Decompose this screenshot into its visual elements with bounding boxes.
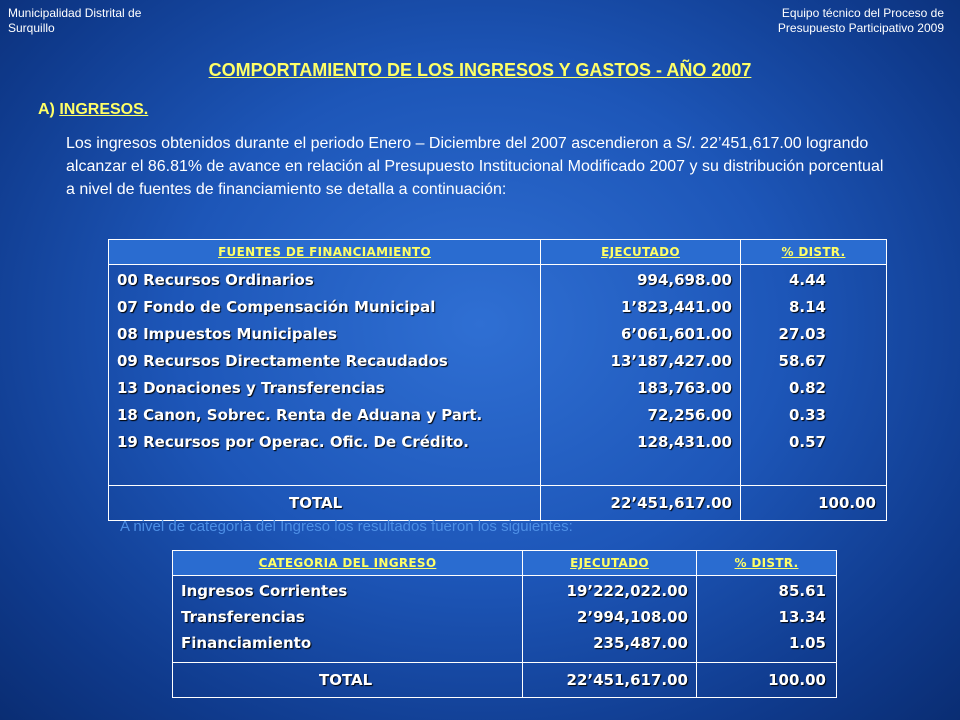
fuente-pct: 58.67 (778, 352, 826, 370)
categoria-name: Ingresos Corrientes (181, 582, 348, 600)
header-right-line1: Equipo técnico del Proceso de (781, 6, 944, 20)
fuente-ejecutado: 1’823,441.00 (620, 298, 732, 316)
fuente-pct: 0.33 (788, 406, 826, 424)
fuente-pct: 0.57 (788, 433, 826, 451)
fuente-name: 18 Canon, Sobrec. Renta de Aduana y Part. (117, 406, 483, 424)
fuente-name: 08 Impuestos Municipales (117, 325, 338, 343)
categoria-pct-cell (697, 576, 837, 663)
fuente-pct: 4.44 (788, 271, 826, 289)
fuentes-body-row (109, 265, 887, 486)
categoria-ejecutado-cell (523, 576, 697, 663)
fuentes-table (108, 239, 887, 521)
categoria-total-ejecutado: 22’451,617.00 (523, 663, 697, 698)
categoria-name: Transferencias (181, 608, 305, 626)
section-heading (38, 101, 148, 119)
categoria-ejecutado: 235,487.00 (593, 634, 688, 652)
categoria-pct: 85.61 (778, 582, 826, 600)
fuentes-pct-cell (741, 265, 887, 486)
page-title: COMPORTAMIENTO DE LOS INGRESOS Y GASTOS - AÑO 2007 (208, 60, 752, 80)
fuente-name: 19 Recursos por Operac. Ofic. De Crédito. (117, 433, 469, 451)
fuentes-header-row (109, 240, 887, 265)
categoria-body-row (173, 576, 837, 663)
fuentes-ejecutado-cell (541, 265, 741, 486)
categoria-ejecutado: 19’222,022.00 (566, 582, 688, 600)
intro-paragraph: Los ingresos obtenidos durante el periodo Enero – Diciembre del 2007 ascendieron a S/. 22’451,617.00 logrando alcanzar el 86.81% de avance en relación al Presupuesto Institucional Modificado 2007 y su distribución porcentual a nivel de fuentes de financiamiento se detalla a continuación: (66, 135, 884, 198)
categoria-total-row (173, 663, 837, 698)
categoria-header-ejecutado: EJECUTADO (523, 551, 697, 576)
fuentes-total-label: TOTAL (109, 486, 541, 521)
fuente-name: 07 Fondo de Compensación Municipal (117, 298, 436, 316)
fuentes-names-cell (109, 265, 541, 486)
section-label: INGRESOS. (59, 101, 149, 118)
fuentes-total-row (109, 486, 887, 521)
fuente-ejecutado: 6’061,601.00 (620, 325, 732, 343)
categoria-header-categoria: CATEGORIA DEL INGRESO (173, 551, 523, 576)
header-left-line1: Municipalidad Distrital de (8, 6, 142, 20)
category-note: A nivel de categoría del Ingreso los resultados fueron los siguientes: (120, 518, 573, 535)
fuente-pct: 0.82 (788, 379, 826, 397)
fuentes-header-pct: % DISTR. (741, 240, 887, 265)
categoria-names-cell (173, 576, 523, 663)
categoria-pct: 13.34 (778, 608, 826, 626)
fuente-name: 09 Recursos Directamente Recaudados (117, 352, 448, 370)
fuente-pct: 27.03 (778, 325, 826, 343)
categoria-total-pct: 100.00 (697, 663, 837, 698)
categoria-header-pct: % DISTR. (697, 551, 837, 576)
fuentes-header-fuente: FUENTES DE FINANCIAMIENTO (109, 240, 541, 265)
fuente-pct: 8.14 (788, 298, 826, 316)
categoria-name: Financiamiento (181, 634, 312, 652)
categoria-total-label: TOTAL (173, 663, 523, 698)
categoria-header-row (173, 551, 837, 576)
header-left-line2: Surquillo (8, 21, 55, 35)
section-prefix: A) (38, 101, 60, 118)
fuente-name: 13 Donaciones y Transferencias (117, 379, 385, 397)
categoria-pct: 1.05 (788, 634, 826, 652)
fuente-ejecutado: 72,256.00 (647, 406, 732, 424)
fuentes-total-pct: 100.00 (741, 486, 887, 521)
categoria-ejecutado: 2’994,108.00 (576, 608, 688, 626)
header-left (8, 6, 141, 36)
fuentes-total-ejecutado: 22’451,617.00 (541, 486, 741, 521)
header-right (778, 6, 944, 36)
fuentes-header-ejecutado: EJECUTADO (541, 240, 741, 265)
fuente-ejecutado: 994,698.00 (637, 271, 732, 289)
fuente-ejecutado: 128,431.00 (637, 433, 732, 451)
fuente-name: 00 Recursos Ordinarios (117, 271, 314, 289)
fuente-ejecutado: 13’187,427.00 (610, 352, 732, 370)
header-right-line2: Presupuesto Participativo 2009 (777, 21, 944, 35)
fuente-ejecutado: 183,763.00 (637, 379, 732, 397)
categoria-table (172, 550, 837, 698)
